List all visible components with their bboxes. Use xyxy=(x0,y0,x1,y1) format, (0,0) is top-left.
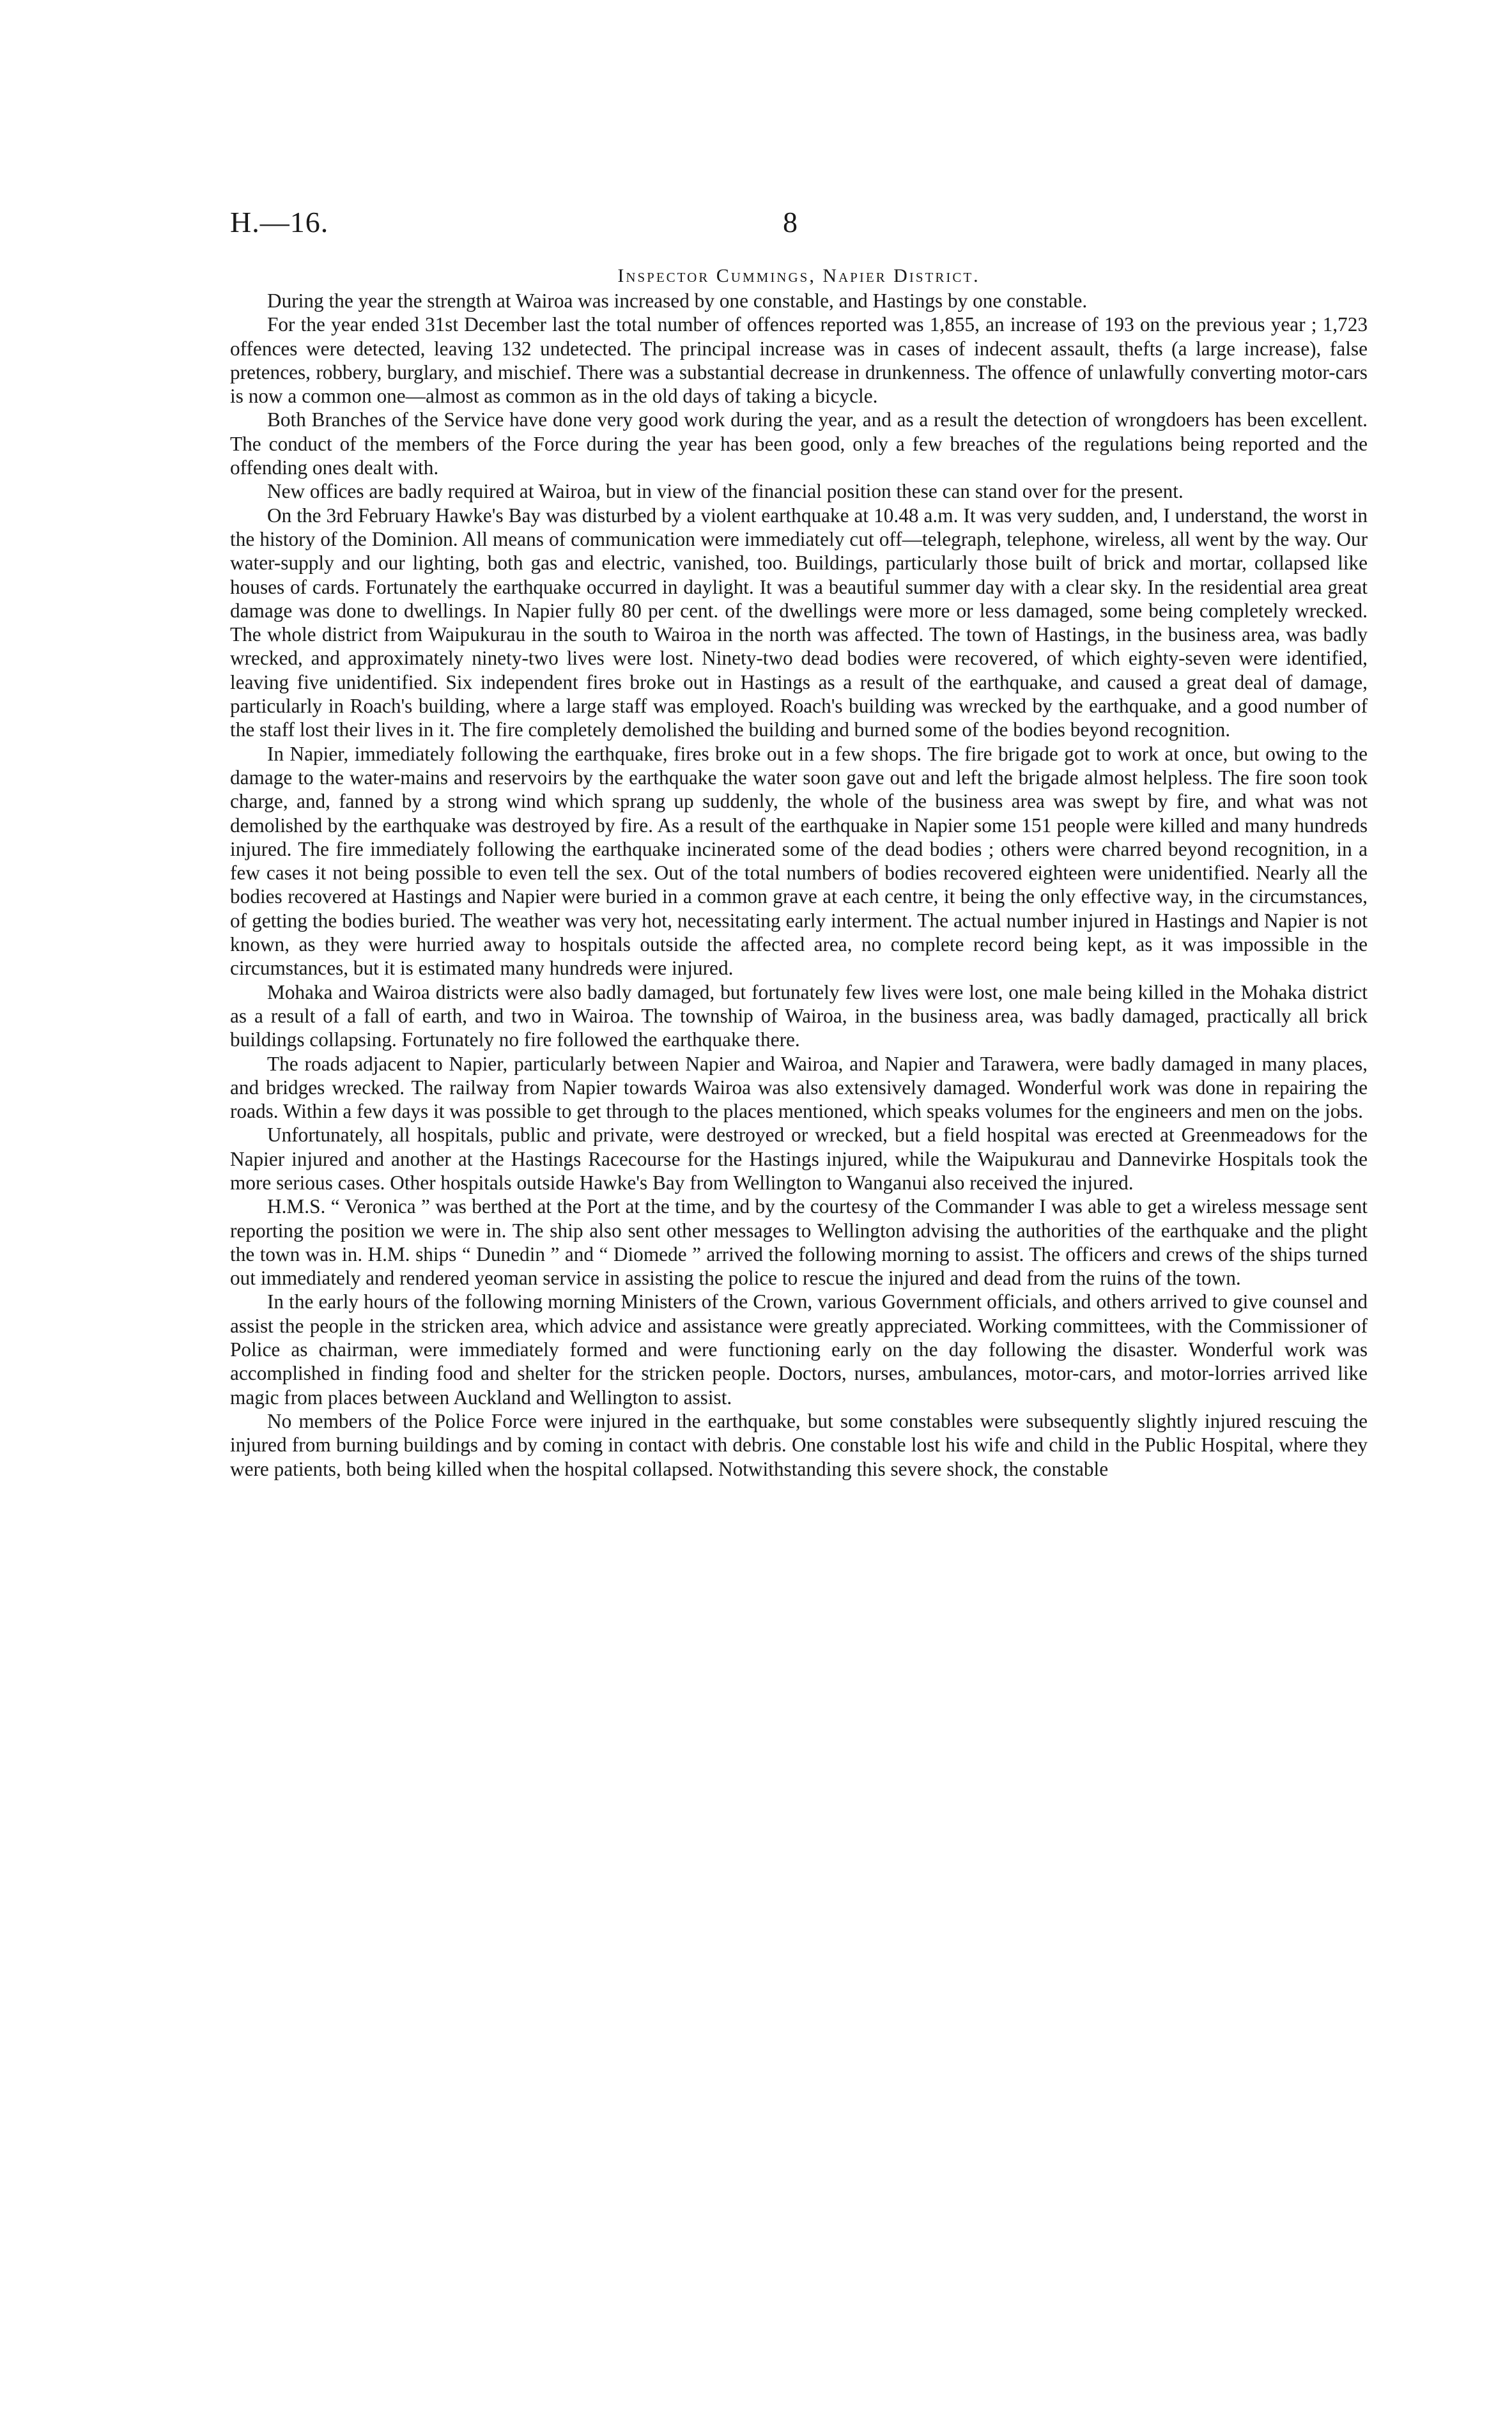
paragraph: Mohaka and Wairoa districts were also badly damaged, but fortunately few lives were lost, one male being killed in the Mohaka district as a result of a fall of earth, and two in Wairoa. The township of Wairoa, in the business area, was badly damaged, practically all brick buildings collapsing. Fortunately no fire followed the earthquake there. xyxy=(230,980,1368,1051)
paragraph: Both Branches of the Service have done very good work during the year, and as a result the detection of wrongdoers has been excellent. The conduct of the members of the Force during the year has been good, only a few breaches of the regulations being reported and the offending ones dealt with. xyxy=(230,408,1368,479)
paragraph: Unfortunately, all hospitals, public and private, were destroyed or wrecked, but a field hospital was erected at Greenmeadows for the Napier injured and another at the Hastings Racecourse for the Hastings injured, while the Waipukurau and Dannevirke Hospitals took the more serious cases. Other hospitals outside Hawke's Bay from Wellington to Wanganui also received the injured. xyxy=(230,1124,1368,1194)
page-header xyxy=(230,203,1368,242)
section-title: Inspector Cummings, Napier District. xyxy=(617,265,980,286)
paragraph: The roads adjacent to Napier, particularly between Napier and Wairoa, and Napier and Tarawera, were badly damaged in many places, and bridges wrecked. The railway from Napier towards Wairoa was also extensively damaged. Wonderful work was done in repairing the roads. Within a few days it was possible to get through to the places mentioned, which speaks volumes for the engineers and men on the jobs. xyxy=(230,1052,1368,1123)
paragraph: In the early hours of the following morning Ministers of the Crown, various Government officials, and others arrived to give counsel and assist the people in the stricken area, which advice and assistance were greatly appreciated. Working committees, with the Commissioner of Police as chairman, were immediately formed and were functioning early on the day following the disaster. Wonderful work was accomplished in finding food and shelter for the stricken people. Doctors, nurses, ambulances, motor-cars, and motor-lorries arrived like magic from places between Auckland and Wellington to assist. xyxy=(230,1290,1368,1409)
document-reference: H.—16. xyxy=(230,206,329,238)
paragraph: During the year the strength at Wairoa was increased by one constable, and Hastings by one constable. xyxy=(267,290,1088,312)
paragraph: New offices are badly required at Wairoa, but in view of the financial position these can stand over for the present. xyxy=(267,480,1184,503)
body-text xyxy=(230,289,1368,1481)
paragraph: In Napier, immediately following the earthquake, fires broke out in a few shops. The fire brigade got to work at once, but owing to the damage to the water-mains and reservoirs by the earthquake the water soon gave out and left the brigade almost helpless. The fire soon took charge, and, fanned by a strong wind which sprang up suddenly, the whole of the business area was swept by fire, and what was not demolished by the earthquake was destroyed by fire. As a result of the earthquake in Napier some 151 people were killed and many hundreds injured. The fire immediately following the earthquake incinerated some of the dead bodies ; others were charred beyond recognition, in a few cases it not being possible to even tell the sex. Out of the total numbers of bodies recovered eighteen were unidentified. Nearly all the bodies recovered at Hastings and Napier were buried in a common grave at each centre, it being the only effective way, in the circumstances, of getting the bodies buried. The weather was very hot, necessitating early interment. The actual number injured in Hastings and Napier is not known, as they were hurried away to hospitals outside the affected area, no complete record being kept, as it was impossible in the circumstances, but it is estimated many hundreds were injured. xyxy=(230,742,1368,980)
paragraph: On the 3rd February Hawke's Bay was disturbed by a violent earthquake at 10.48 a.m. It was very sudden, and, I understand, the worst in the history of the Dominion. All means of communication were immediately cut off—telegraph, telephone, wireless, all went by the way. Our water-supply and our lighting, both gas and electric, vanished, too. Buildings, particularly those built of brick and mortar, collapsed like houses of cards. Fortunately the earthquake occurred in daylight. It was a beautiful summer day with a clear sky. In the residential area great damage was done to dwellings. In Napier fully 80 per cent. of the dwellings were more or less damaged, some being completely wrecked. The whole district from Waipukurau in the south to Wairoa in the north was affected. The town of Hastings, in the business area, was badly wrecked, and approximately ninety-two lives were lost. Ninety-two dead bodies were recovered, of which eighty-seven were identified, leaving five unidentified. Six independent fires broke out in Hastings as a result of the earthquake, and caused a great deal of damage, particularly in Roach's building, where a large staff was employed. Roach's building was wrecked by the earthquake, and a good number of the staff lost their lives in it. The fire completely demolished the building and burned some of the bodies beyond recognition. xyxy=(230,504,1368,741)
paragraph: No members of the Police Force were injured in the earthquake, but some constables were subsequently slightly injured rescuing the injured from burning buildings and by coming in contact with debris. One constable lost his wife and child in the Public Hospital, where they were patients, both being killed when the hospital collapsed. Notwithstanding this severe shock, the constable xyxy=(230,1409,1368,1480)
paragraph: H.M.S. “ Veronica ” was berthed at the Port at the time, and by the courtesy of the Commander I was able to get a wireless message sent reporting the position we were in. The ship also sent other messages to Wellington advising the authorities of the earthquake and the plight the town was in. H.M. ships “ Dunedin ” and “ Diomede ” arrived the following morning to assist. The officers and crews of the ships turned out immediately and rendered yeoman service in assisting the police to rescue the injured and dead from the ruins of the town. xyxy=(230,1195,1368,1290)
paragraph: For the year ended 31st December last the total number of offences reported was 1,855, an increase of 193 on the previous year ; 1,723 offences were detected, leaving 132 undetected. The principal increase was in cases of indecent assault, thefts (a large increase), false pretences, robbery, burglary, and mischief. There was a substantial decrease in drunkenness. The offence of unlawfully converting motor-cars is now a common one—almost as common as in the old days of taking a bicycle. xyxy=(230,313,1368,408)
page-number: 8 xyxy=(783,206,798,238)
